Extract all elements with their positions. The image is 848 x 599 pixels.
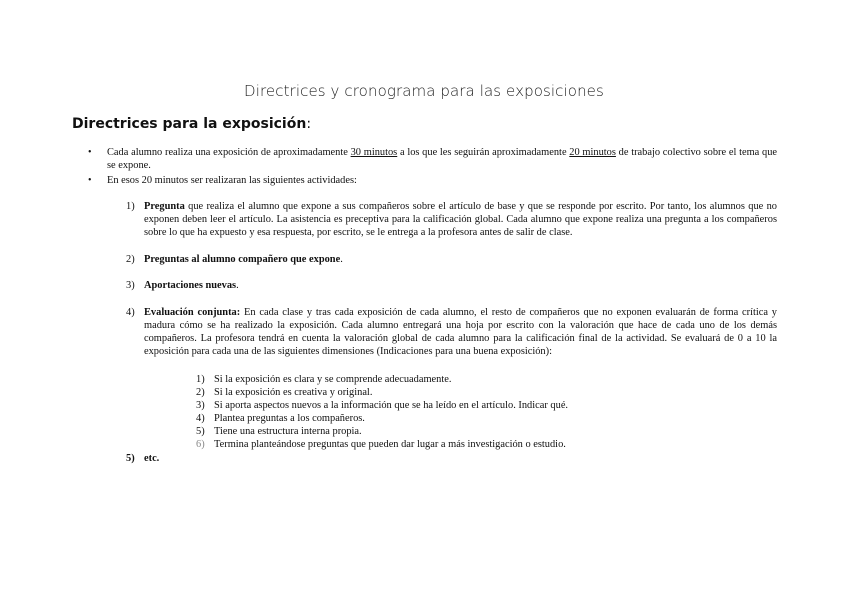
item-1-text: que realiza el alumno que expone a sus compañeros sobre el artículo de base y que se responde por escrito. Por tanto, los alumnos que no exponen deben leer el artículo. La asistencia es preceptiva para la calificación global. Cada alumno que expone realiza una pregunta a los compañeros sobre lo que ha expuesto y esa respuesta, por escrito, se le entrega a la profesora antes de salir de clase. xyxy=(144,201,777,238)
subitem-number: 1) xyxy=(196,374,205,385)
item-1-bold: Pregunta xyxy=(144,201,185,212)
subitem: Si la exposición es creativa y original. xyxy=(214,387,373,398)
item-number: 5) xyxy=(126,453,135,464)
item-3-text: . xyxy=(236,280,239,291)
subitem: Si aporta aspectos nuevos a la información que se ha leído en el artículo. Indicar qué. xyxy=(214,400,569,411)
subitem-number: 6) xyxy=(196,439,205,450)
bullet-icon: • xyxy=(88,147,92,158)
list-item-etc: etc. xyxy=(144,453,160,464)
item-4-text: En cada clase y tras cada exposición de cada alumno, el resto de compañeros que no exponen evaluarán de forma crítica y madura cómo se ha realizado la exposición. Cada alumno entregará una hoja por escrito con la valoración que hace de cada uno de los demás compañeros. La profesora tendrá en cuenta la valoración global de cada alumno para la calificación final de la actividad. Se evaluará de 0 a 10 la exposición para cada una de las siguientes dimensiones (Indicaciones para una buena exposición): xyxy=(144,307,777,357)
section-heading xyxy=(72,116,311,132)
subitem-number: 5) xyxy=(196,426,205,437)
bullet-1-duration-work: 20 minutos xyxy=(569,147,616,158)
subitem: Termina planteándose preguntas que pueden dar lugar a más investigación o estudio. xyxy=(214,439,566,450)
subitem: Si la exposición es clara y se comprende adecuadamente. xyxy=(214,374,452,385)
item-2-bold: Preguntas al alumno compañero que expone xyxy=(144,254,341,265)
bullet-1-post: de trabajo colectivo sobre el tema que se expone. xyxy=(107,147,777,171)
list-item-evaluacion xyxy=(144,306,777,358)
bullet-text-1 xyxy=(107,146,777,172)
subitem-number: 3) xyxy=(196,400,205,411)
item-number: 4) xyxy=(126,307,135,318)
page-title: Directrices y cronograma para las exposiciones xyxy=(244,82,604,100)
item-number: 3) xyxy=(126,280,135,291)
bullet-1-mid: a los que les seguirán aproximadamente xyxy=(397,147,570,158)
subitem-number: 4) xyxy=(196,413,205,424)
subitem: Plantea preguntas a los compañeros. xyxy=(214,413,365,424)
section-heading-text: Directrices para la exposición xyxy=(72,116,307,132)
subitem-number: 2) xyxy=(196,387,205,398)
item-4-bold: Evaluación conjunta: xyxy=(144,307,241,318)
item-number: 2) xyxy=(126,254,135,265)
bullet-1-duration-exposition: 30 minutos xyxy=(350,147,398,158)
subitem: Tiene una estructura interna propia. xyxy=(214,426,362,437)
bullet-icon: • xyxy=(88,175,92,186)
list-item-aportaciones xyxy=(144,279,777,292)
item-3-bold: Aportaciones nuevas xyxy=(144,280,237,291)
bullet-1-pre: Cada alumno realiza una exposición de aproximadamente xyxy=(107,147,351,158)
section-heading-colon: : xyxy=(306,116,312,132)
list-item-pregunta xyxy=(144,200,777,239)
item-number: 1) xyxy=(126,201,135,212)
bullet-text-2: En esos 20 minutos ser realizaran las siguientes actividades: xyxy=(107,175,357,186)
item-2-text: . xyxy=(340,254,343,265)
list-item-preguntas-alumno xyxy=(144,253,777,266)
